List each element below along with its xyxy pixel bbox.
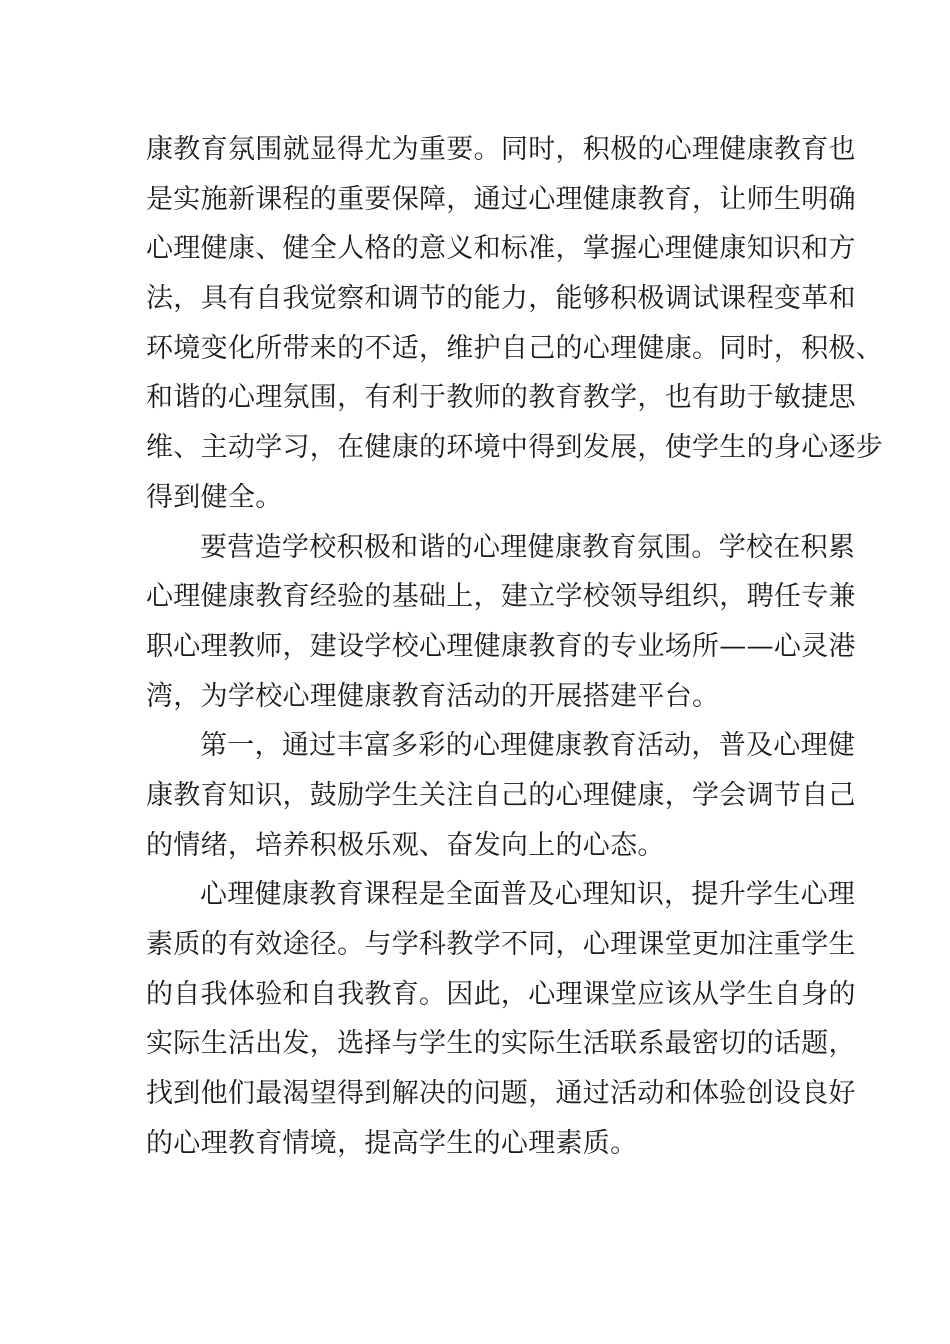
text-line: 实际生活出发，选择与学生的实际生活联系最密切的话题， [146,1028,856,1060]
text-line: 心理健康、健全人格的意义和标准，掌握心理健康知识和方 [146,233,856,265]
text-line: 康教育知识，鼓励学生关注自己的心理健康，学会调节自己 [146,779,856,811]
text-line: 和谐的心理氛围，有利于教师的教育教学，也有助于敏捷思 [146,382,856,414]
paragraph-2 [146,523,856,722]
document-body [146,125,884,1168]
text-line: 湾，为学校心理健康教育活动的开展搭建平台。 [146,680,720,712]
text-line: 法，具有自我觉察和调节的能力，能够积极调试课程变革和 [146,283,856,315]
text-line: 要营造学校积极和谐的心理健康教育氛围。学校在积累 [200,531,856,563]
paragraph-1 [146,125,884,523]
text-line: 是实施新课程的重要保障，通过心理健康教育，让师生明确 [146,183,856,215]
text-line: 素质的有效途径。与学科教学不同，心理课堂更加注重学生 [146,929,856,960]
text-line: 环境变化所带来的不适，维护自己的心理健康。同时，积极、 [146,332,884,364]
text-line: 的心理教育情境，提高学生的心理素质。 [146,1127,638,1159]
text-line: 职心理教师，建设学校心理健康教育的专业场所——心灵港 [146,630,856,662]
text-line: 第一，通过丰富多彩的心理健康教育活动，普及心理健 [200,730,856,762]
text-line: 康教育氛围就显得尤为重要。同时，积极的心理健康教育也 [146,134,856,165]
text-line: 心理健康教育课程是全面普及心理知识，提升学生心理 [200,879,856,911]
paragraph-3 [146,721,856,870]
text-line: 维、主动学习，在健康的环境中得到发展，使学生的身心逐步 [146,432,884,464]
text-line: 得到健全。 [146,481,283,513]
text-line: 心理健康教育经验的基础上，建立学校领导组织，聘任专兼 [146,581,856,613]
paragraph-4 [146,870,856,1168]
text-line: 的自我体验和自我教育。因此，心理课堂应该从学生自身的 [146,978,856,1010]
text-line: 找到他们最渴望得到解决的问题，通过活动和体验创设良好 [146,1078,856,1110]
text-line: 的情绪，培养积极乐观、奋发向上的心态。 [146,829,665,861]
